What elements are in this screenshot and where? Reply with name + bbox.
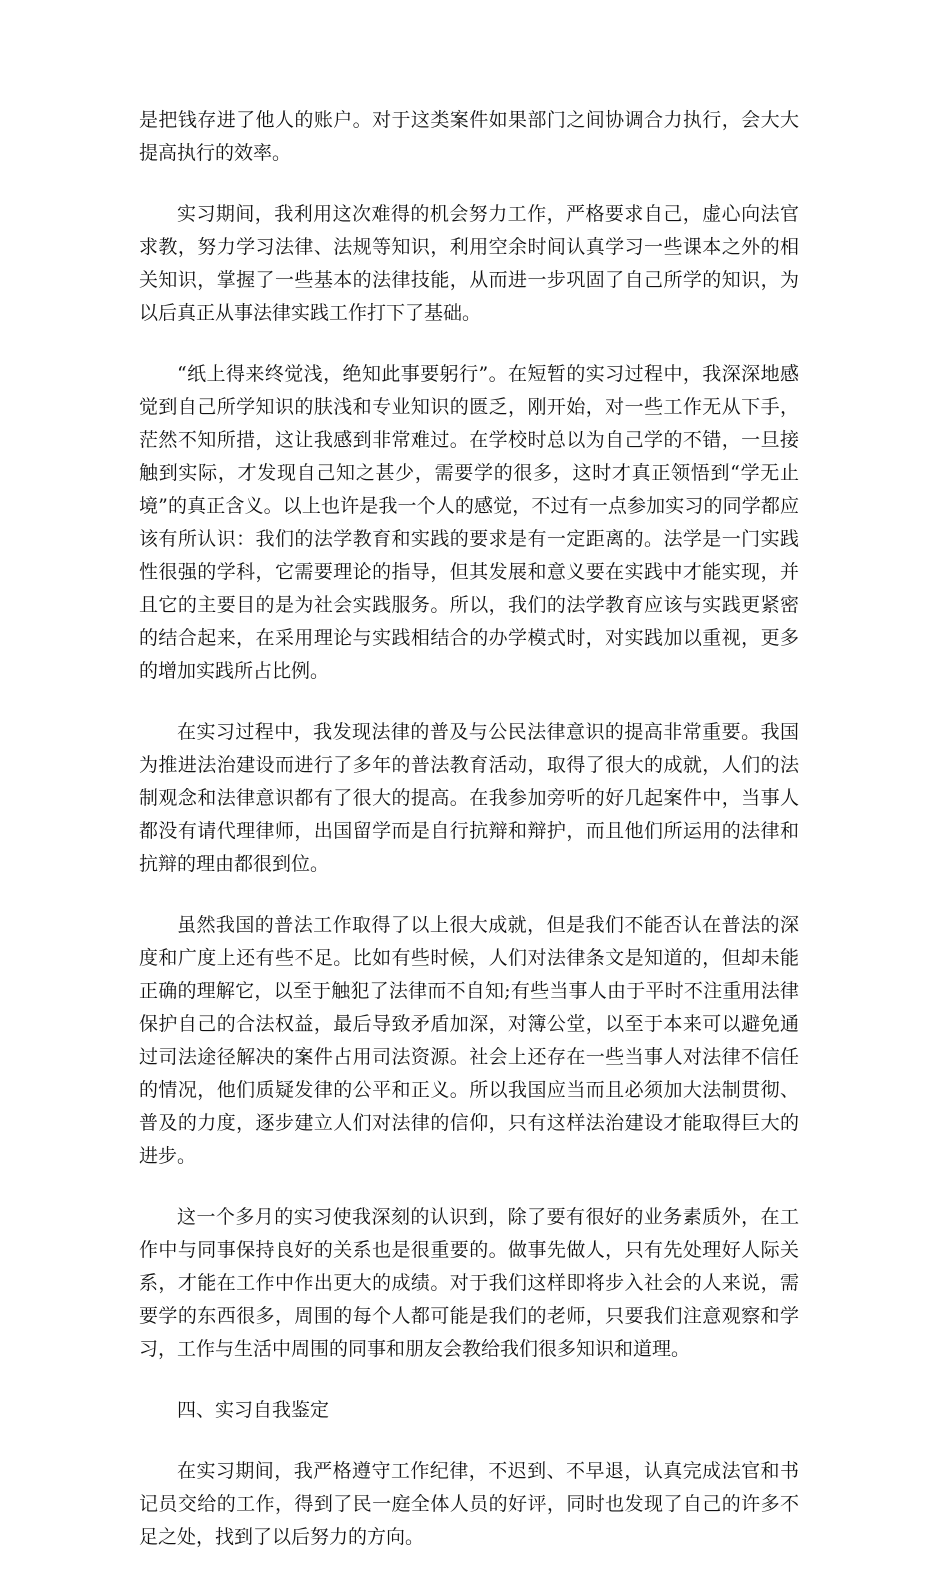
paragraph-legal-education-gaps: 虽然我国的普法工作取得了以上很大成就，但是我们不能否认在普法的深度和广度上还有些不足。比如有些时候，人们对法律条文是知道的，但却未能正确的理解它，以至于触犯了法律而不自知;有些当事人由于平时不注重用法律保护自己的合法权益，最后导致矛盾加深，对簿公堂，以至于本来可以避免通过司法途径解决的案件占用司法资源。社会上还存在一些当事人对法律不信任的情况，他们质疑发律的公平和正义。所以我国应当而且必须加大法制贯彻、普及的力度，逐步建立人们对法律的信仰，只有这样法治建设才能取得巨大的进步。 — [139, 914, 799, 1167]
paragraph-legal-awareness: 在实习过程中，我发现法律的普及与公民法律意识的提高非常重要。我国为推进法治建设而进行了多年的普法教育活动，取得了很大的成就，人们的法制观念和法律意识都有了很大的提高。在我参加旁听的好几起案件中，当事人都没有请代理律师，出国留学而是自行抗辩和辩护，而且他们所运用的法律和抗辩的理由都很到位。 — [139, 721, 799, 875]
paragraph-internship-effort: 实习期间，我利用这次难得的机会努力工作，严格要求自己，虚心向法官求教，努力学习法律、法规等知识，利用空余时间认真学习一些课本之外的相关知识，掌握了一些基本的法律技能，从而进一步巩固了自己所学的知识，为以后真正从事法律实践工作打下了基础。 — [139, 203, 799, 324]
paragraph-practice-reflection: “纸上得来终觉浅，绝知此事要躬行”。在短暂的实习过程中，我深深地感觉到自己所学知识的肤浅和专业知识的匮乏，刚开始，对一些工作无从下手，茫然不知所措，这让我感到非常难过。在学校时总以为自己学的不错，一旦接触到实际，才发现自己知之甚少，需要学的很多，这时才真正领悟到“学无止境”的真正含义。以上也许是我一个人的感觉，不过有一点参加实习的同学都应该有所认识：我们的法学教育和实践的要求是有一定距离的。法学是一门实践性很强的学科，它需要理论的指导，但其发展和意义要在实践中才能实现，并且它的主要目的是为社会实践服务。所以，我们的法学教育应该与实践更紧密的结合起来，在采用理论与实践相结合的办学模式时，对实践加以重视，更多的增加实践所占比例。 — [139, 363, 799, 682]
document-body — [139, 104, 799, 1582]
paragraph-continuation: 是把钱存进了他人的账户。对于这类案件如果部门之间协调合力执行，会大大提高执行的效率。 — [139, 109, 799, 164]
section-heading-self-evaluation: 四、实习自我鉴定 — [177, 1399, 330, 1421]
paragraph-workplace-relations: 这一个多月的实习使我深刻的认识到，除了要有很好的业务素质外，在工作中与同事保持良好的关系也是很重要的。做事先做人，只有先处理好人际关系，才能在工作中作出更大的成绩。对于我们这样即将步入社会的人来说，需要学的东西很多，周围的每个人都可能是我们的老师，只要我们注意观察和学习，工作与生活中周围的同事和朋友会教给我们很多知识和道理。 — [139, 1206, 799, 1360]
paragraph-self-evaluation: 在实习期间，我严格遵守工作纪律，不迟到、不早退，认真完成法官和书记员交给的工作，得到了民一庭全体人员的好评，同时也发现了自己的许多不足之处，找到了以后努力的方向。 — [139, 1460, 799, 1548]
